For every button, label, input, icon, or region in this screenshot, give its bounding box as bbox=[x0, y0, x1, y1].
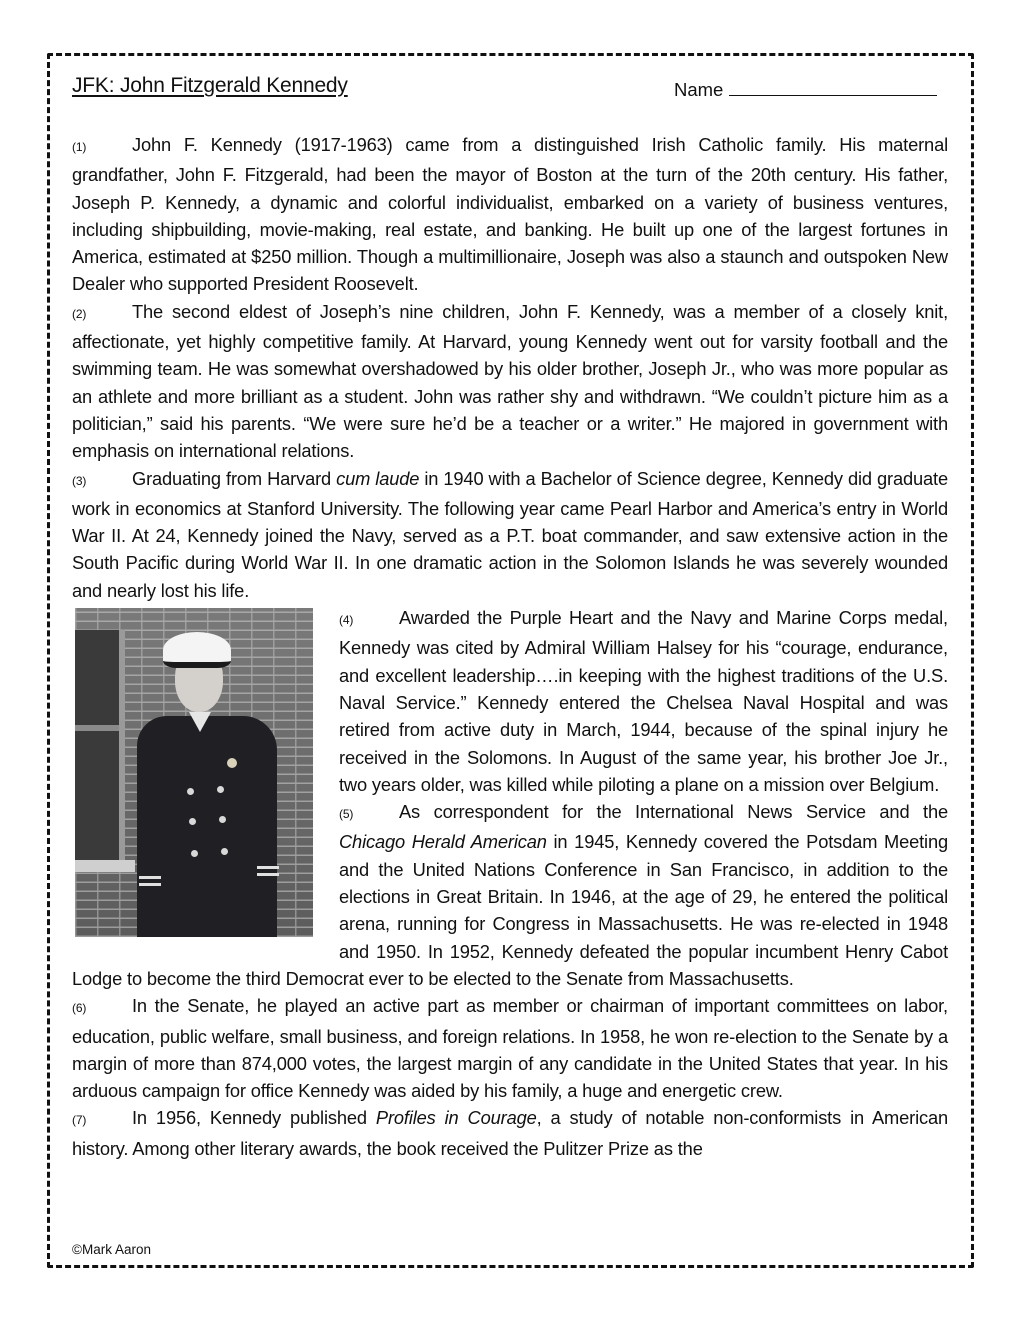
coat-button bbox=[221, 848, 228, 855]
sleeve-stripe bbox=[139, 883, 161, 886]
window-sill bbox=[75, 860, 135, 872]
paragraph-2 bbox=[72, 298, 948, 465]
italic-phrase: Profiles in Courage bbox=[375, 1107, 537, 1129]
coat-button bbox=[191, 850, 198, 857]
paragraph-text: John F. Kennedy (1917-1963) came from a distinguished Irish Catholic family. His maternal grandfather, John F. Fitzgerald, had been the mayor of Boston at the turn of the 20th century. His father, Joseph P. Kennedy, a dynamic and colorful individualist, embarked on a variety of business ventures, including shipbuilding, movie-making, real estate, and banking. He built up one of the largest fortunes in America, estimated at $250 million. Though a multimillionaire, Joseph was also a staunch and outspoken New Dealer who supported President Roosevelt. bbox=[72, 134, 948, 295]
paragraph-1 bbox=[72, 131, 948, 298]
name-field-group bbox=[674, 77, 937, 101]
navy-coat bbox=[137, 716, 277, 937]
paragraph-text: As correspondent for the International News Service and the bbox=[399, 801, 948, 823]
italic-phrase: Chicago Herald American bbox=[339, 831, 547, 853]
sleeve-stripe bbox=[257, 873, 279, 876]
paragraph-text: The second eldest of Joseph’s nine children, John F. Kennedy, was a member of a closely knit, affectionate, yet highly competitive family. At Harvard, young Kennedy went out for varsity football and the swimming team. He was somewhat overshadowed by his older brother, Joseph Jr., who was more popular as an athlete and more brilliant as a student. John was rather shy and withdrawn. “We couldn’t picture him as a politician,” said his parents. “We were sure he’d be a teacher or a writer.” He majored in government with emphasis on international relations. bbox=[72, 300, 948, 462]
paragraph-number: (3) bbox=[72, 473, 87, 488]
window bbox=[75, 630, 125, 860]
name-label: Name bbox=[674, 79, 724, 100]
coat-button bbox=[219, 816, 226, 823]
medal bbox=[227, 758, 237, 768]
article-body bbox=[72, 131, 948, 1162]
paragraph-number: (4) bbox=[339, 613, 354, 628]
paragraph-text: In 1956, Kennedy published bbox=[132, 1107, 376, 1129]
paragraph-text: , a study of notable non-conformists in American history. Among other literary awards, the book received the Pulitzer Prize as the bbox=[72, 1107, 949, 1159]
sleeve-stripe bbox=[257, 866, 279, 869]
paragraph-text: Graduating from Harvard bbox=[132, 467, 337, 489]
paragraph-text: in 1940 with a Bachelor of Science degree, Kennedy did graduate work in economics at Stanford University. The following year came Pearl Harbor and America’s entry in World War II. At 24, Kennedy joined the Navy, served as a P.T. boat commander, and saw extensive action in the South Pacific during World War II. In one dramatic action in the Solomon Islands he was severely wounded and nearly lost his life. bbox=[72, 467, 949, 601]
coat-button bbox=[187, 788, 194, 795]
paragraph-text: Awarded the Purple Heart and the Navy and Marine Corps medal, Kennedy was cited by Admiral William Halsey for his “courage, endurance, and excellent leadership….in keeping with the highest traditions of the U.S. Naval Service.” Kennedy entered the Chelsea Naval Hospital and was retired from active duty in March, 1944, because of the spinal injury he received in the Solomons. In August of the same year, his brother Joe Jr., two years older, was killed while piloting a plane on a mission over Belgium. bbox=[339, 607, 948, 795]
sleeve-stripe bbox=[139, 876, 161, 879]
paragraph-3 bbox=[72, 465, 948, 604]
paragraph-7 bbox=[72, 1104, 948, 1162]
worksheet-header bbox=[72, 74, 944, 106]
paragraph-6 bbox=[72, 992, 948, 1104]
coat-button bbox=[189, 818, 196, 825]
paragraph-number: (5) bbox=[339, 807, 354, 822]
copyright-notice: ©Mark Aaron bbox=[72, 1242, 151, 1257]
paragraph-text: In the Senate, he played an active part as member or chairman of important committees on labor, education, public welfare, small business, and foreign relations. In 1958, he won re-election to the Senate by a margin of more than 874,000 votes, the largest margin of any candidate in the United States that year. In his arduous campaign for office Kennedy was aided by his family, a huge and energetic crew. bbox=[72, 995, 948, 1102]
coat-button bbox=[217, 786, 224, 793]
paragraph-number: (2) bbox=[72, 306, 87, 321]
paragraph-text: in 1945, Kennedy covered the Potsdam Meeting and the United Nations Conference in San Francisco, in addition to the elections in Great Britain. In 1946, at the age of 29, he entered the political arena, running for Congress in Massachusetts. He was re-elected in 1948 and 1950. In 1952, Kennedy defeated the popular incumbent Henry Cabot Lodge to become the third Democrat ever to be elected to the Senate from Massachusetts. bbox=[72, 831, 948, 989]
jfk-navy-photo bbox=[75, 608, 313, 937]
paragraph-number: (6) bbox=[72, 1001, 87, 1016]
paragraph-number: (7) bbox=[72, 1113, 87, 1128]
name-blank-line[interactable] bbox=[729, 77, 937, 96]
worksheet-title: JFK: John Fitzgerald Kennedy bbox=[72, 74, 348, 97]
officer-cap bbox=[163, 632, 231, 668]
italic-phrase: cum laude bbox=[336, 467, 420, 489]
paragraph-number: (1) bbox=[72, 140, 87, 154]
